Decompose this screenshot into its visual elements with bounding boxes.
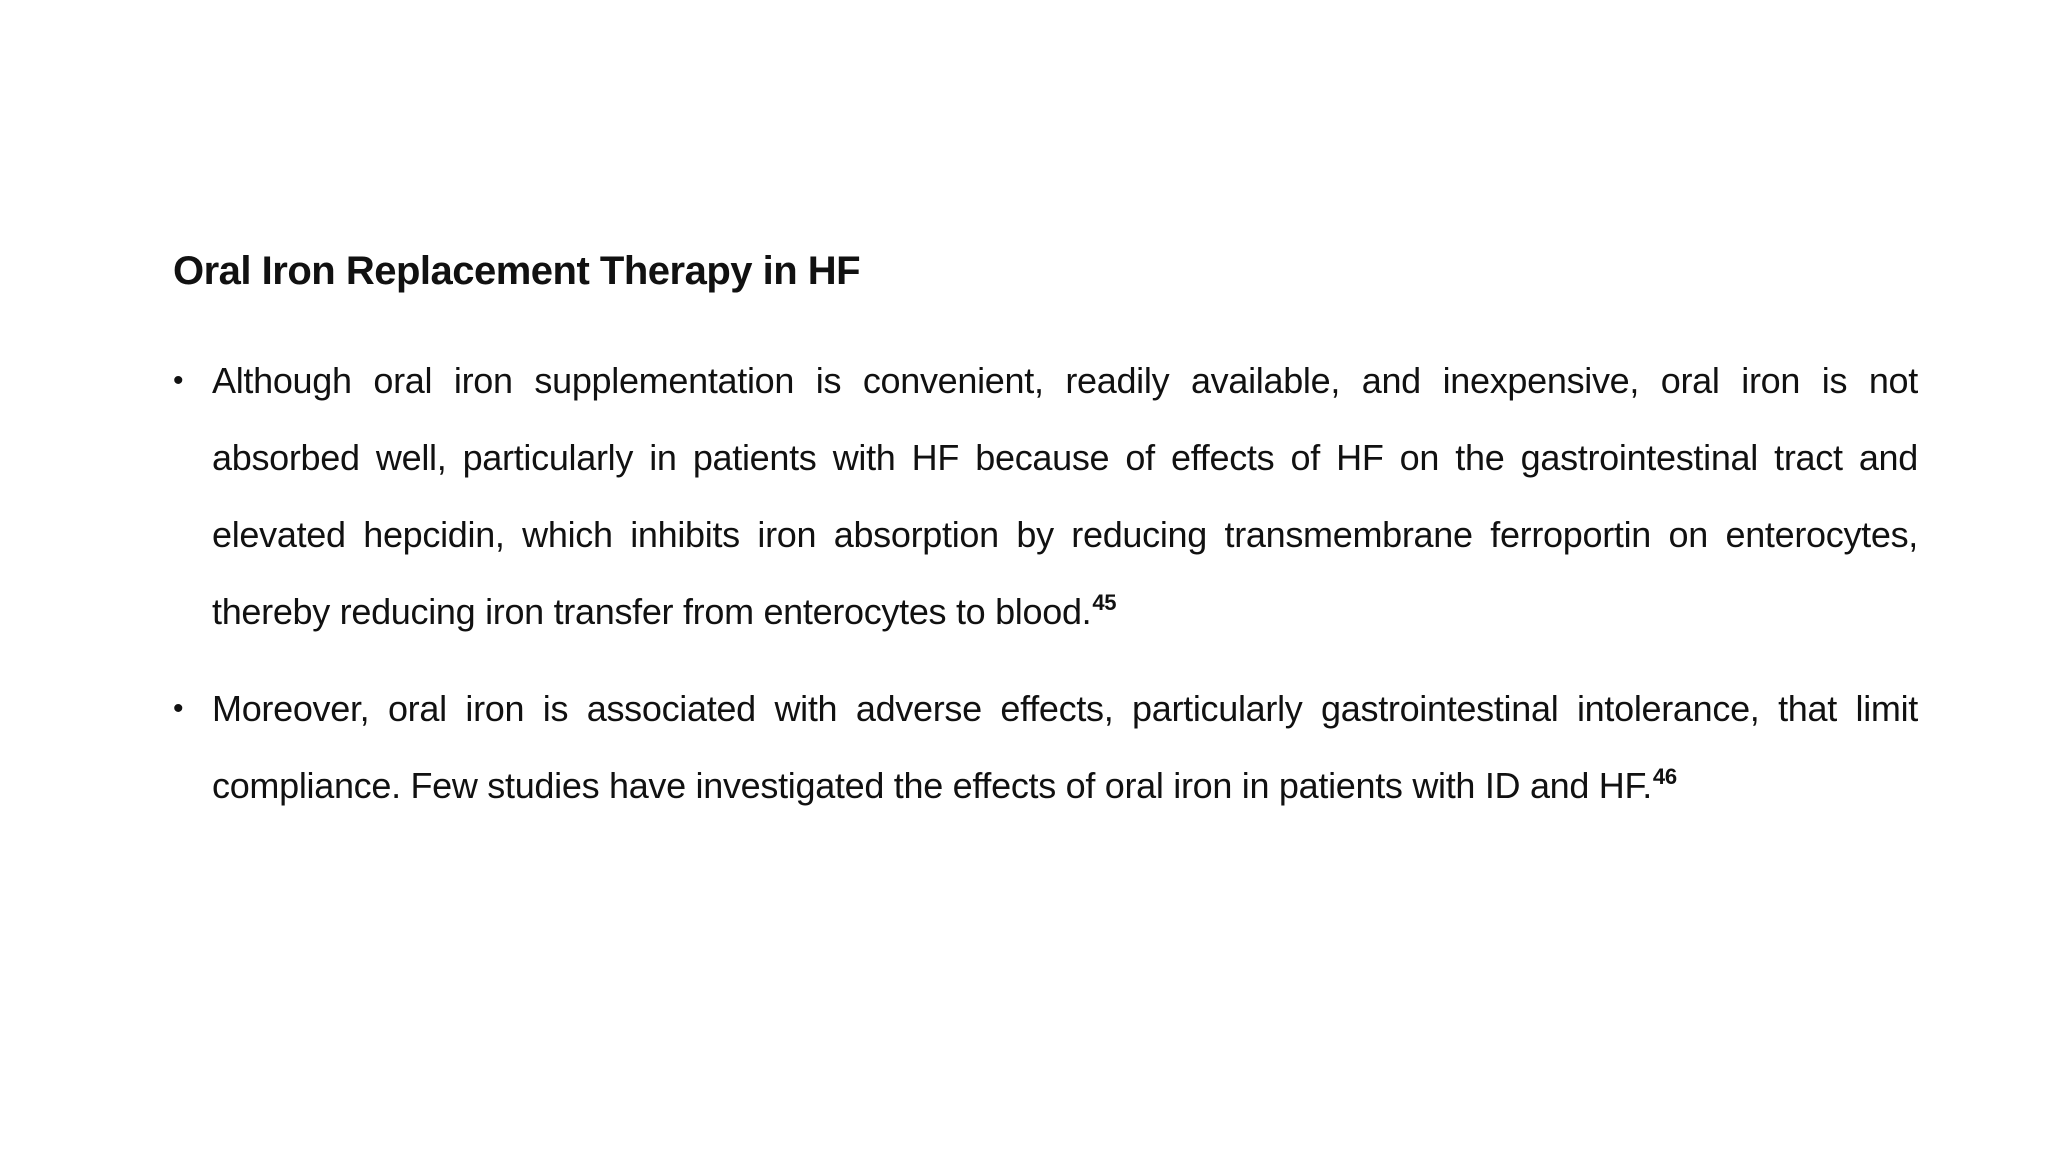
reference-number: 45	[1092, 590, 1117, 615]
slide-content	[173, 240, 1918, 844]
bullet-dot-icon: •	[173, 692, 184, 725]
reference-number: 46	[1652, 764, 1677, 789]
bullet-text: Moreover, oral iron is associated with adverse effects, particularly gastrointestinal intolerance, that limit compliance. Few studies have investigated the effects of oral iron in patients with ID and HF.	[212, 688, 1918, 806]
bullet-list	[173, 342, 1918, 824]
bullet-dot-icon: •	[173, 364, 184, 397]
bullet-text: Although oral iron supplementation is convenient, readily available, and inexpensive, oral iron is not absorbed well, particularly in patients with HF because of effects of HF on the gastrointestinal tract and elevated hepcidin, which inhibits iron absorption by reducing transmembrane ferroportin on enterocytes, thereby reducing iron transfer from enterocytes to blood.	[212, 360, 1918, 632]
bullet-item	[173, 342, 1918, 650]
bullet-item	[173, 670, 1918, 824]
slide-title: Oral Iron Replacement Therapy in HF	[173, 249, 861, 293]
